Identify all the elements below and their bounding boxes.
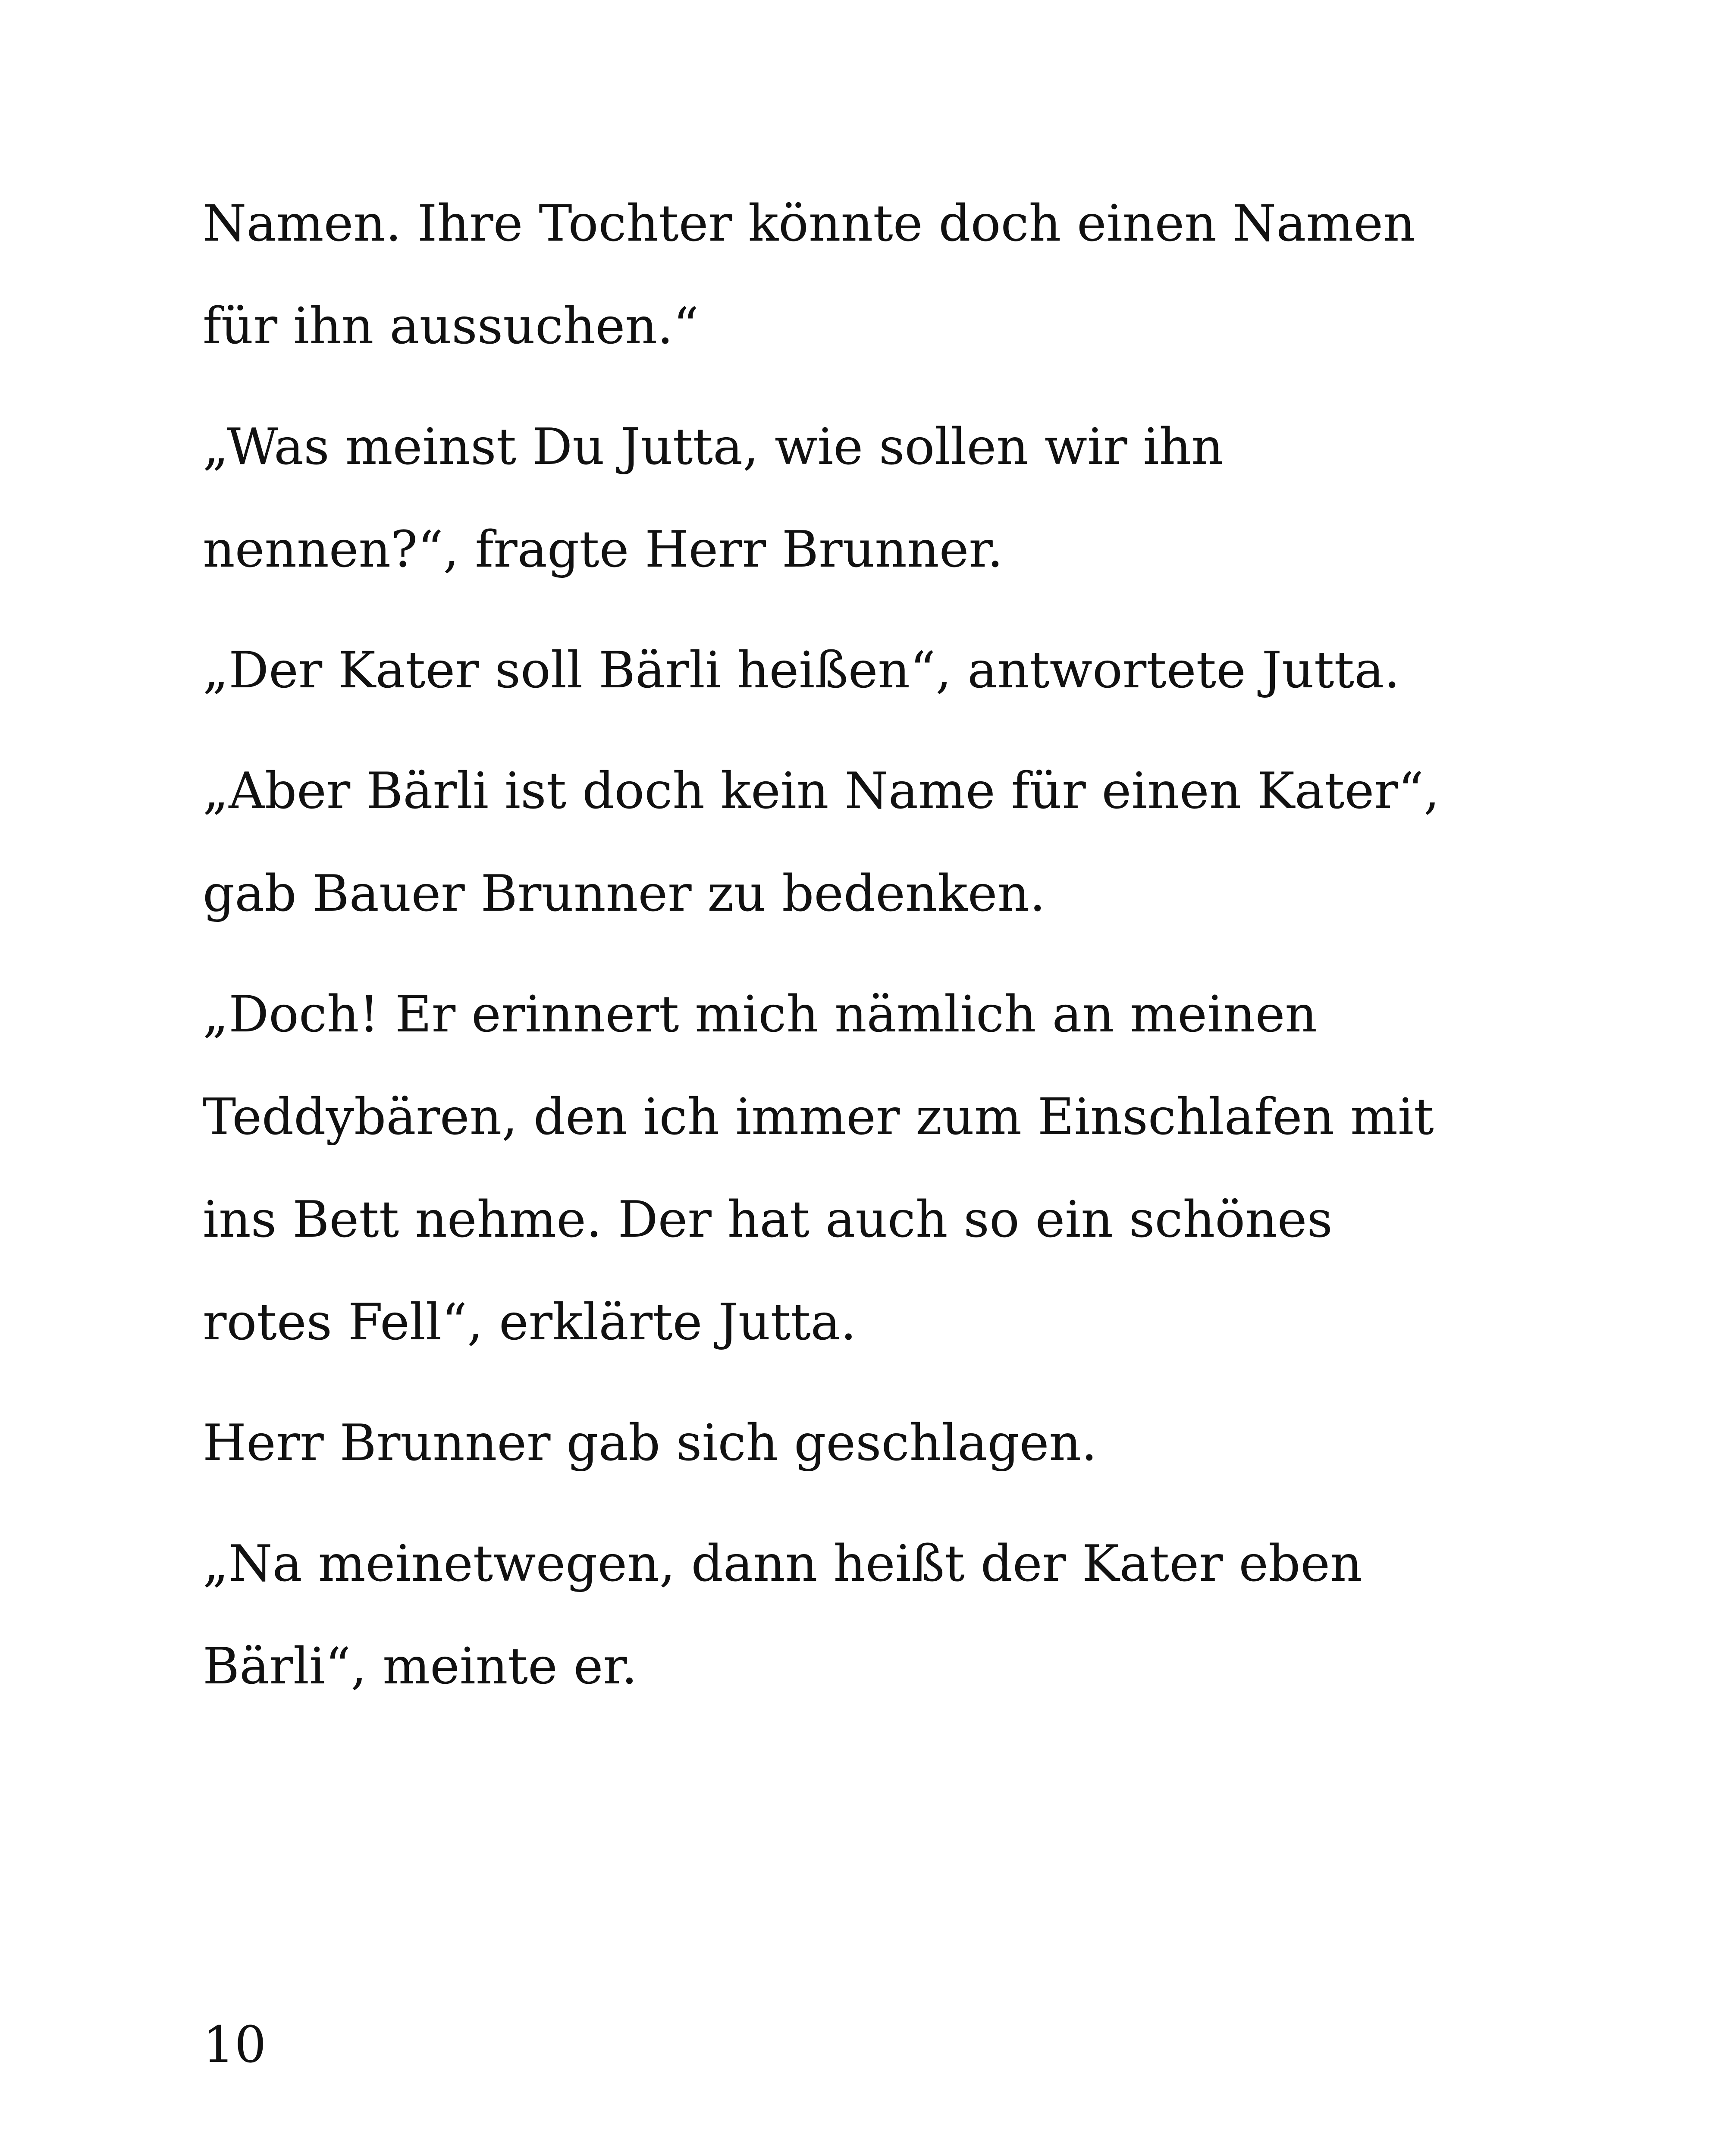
paragraph (203, 172, 1561, 378)
text-line: „Der Kater soll Bärli heißen“, antwortete Jutta. (203, 641, 1400, 699)
text-line: Bärli“, meinte er. (203, 1637, 637, 1695)
text-line: „Doch! Er erinnert mich nämlich an meinen (203, 985, 1318, 1044)
paragraph (203, 396, 1561, 601)
page-number: 10 (203, 2016, 267, 2074)
paragraph (203, 1392, 1561, 1495)
text-line: nennen?“, fragte Herr Brunner. (203, 520, 1003, 579)
text-line: „Na meinetwegen, dann heißt der Kater eben (203, 1535, 1362, 1593)
paragraph (203, 740, 1561, 945)
text-line: Herr Brunner gab sich geschlagen. (203, 1414, 1097, 1472)
text-line: Teddybären, den ich immer zum Einschlafen mit (203, 1088, 1434, 1146)
text-line: Namen. Ihre Tochter könnte doch einen Namen (203, 194, 1415, 253)
text-line: „Was meinst Du Jutta, wie sollen wir ihn (203, 418, 1224, 476)
text-line: für ihn aussuchen.“ (203, 297, 699, 355)
page-text (203, 172, 1561, 1736)
text-line: gab Bauer Brunner zu bedenken. (203, 865, 1046, 923)
paragraph (203, 619, 1561, 722)
paragraph (203, 1513, 1561, 1718)
text-line: ins Bett nehme. Der hat auch so ein schönes (203, 1191, 1333, 1249)
paragraph (203, 963, 1561, 1374)
text-line: „Aber Bärli ist doch kein Name für einen Kater“, (203, 762, 1440, 820)
text-line: rotes Fell“, erklärte Jutta. (203, 1293, 857, 1351)
